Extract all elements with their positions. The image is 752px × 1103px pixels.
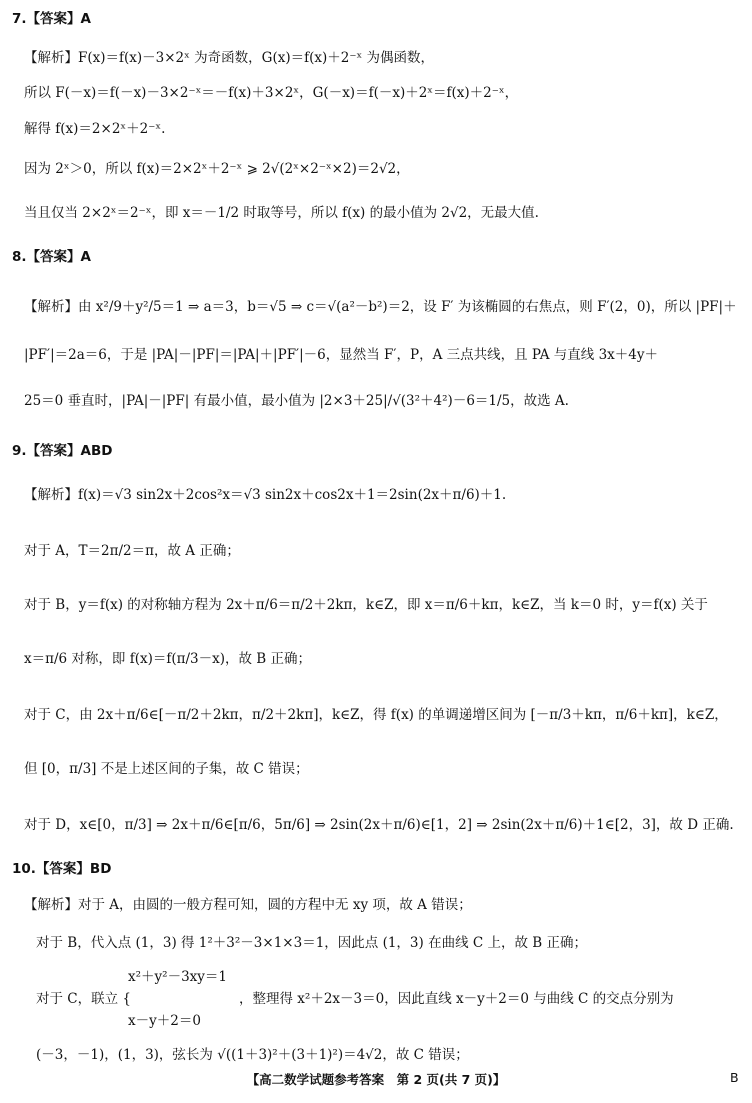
q10-l2-line: 对于 B，代入点 (1，3) 得 1²＋3²－3×1×3＝1，因此点 (1，3) 在曲线 C 上，故 B 正确； [36, 935, 587, 951]
q7-l5-line: 当且仅当 2×2ˣ＝2⁻ˣ，即 x＝－1/2 时取等号，所以 f(x) 的最小值为 2√2，无最大值. [24, 205, 539, 221]
q9-l3-line: 对于 B，y＝f(x) 的对称轴方程为 2x＋π/6＝π/2＋2kπ，k∈Z，即 x＝π/6＋kπ，k∈Z，当 k＝0 时，y＝f(x) 关于 [24, 597, 708, 613]
q9-l6-line: 但 [0，π/3] 不是上述区间的子集，故 C 错误； [24, 761, 309, 777]
q7-l1-line: 【解析】F(x)＝f(x)－3×2ˣ 为奇函数，G(x)＝f(x)＋2⁻ˣ 为偶函数， [24, 50, 434, 66]
q9-l1-line: 【解析】f(x)＝√3 sin2x＋2cos²x＝√3 sin2x＋cos2x＋1＝2sin(2x＋π/6)＋1. [24, 487, 507, 503]
q9-l4-line: x＝π/6 对称，即 f(x)＝f(π/3－x)，故 B 正确； [24, 651, 312, 667]
q10-l3b-line: x－y＋2＝0 [128, 1013, 201, 1029]
version-mark: B [730, 1070, 739, 1085]
page-footer: 【高二数学试题参考答案 第 2 页(共 7 页)】 [246, 1072, 506, 1087]
q10-answer-line: 10.【答案】BD [12, 861, 112, 877]
q8-l1-line: 【解析】由 x²/9＋y²/5＝1 ⇒ a＝3，b＝√5 ⇒ c＝√(a²－b²)＝2，设 F′ 为该椭圆的右焦点，则 F′(2，0)，所以 |PF|＋ [24, 299, 737, 315]
q7-answer-line: 7.【答案】A [12, 11, 91, 27]
q9-l2-line: 对于 A，T＝2π/2＝π，故 A 正确； [24, 543, 240, 559]
q8-answer-line: 8.【答案】A [12, 249, 91, 265]
q8-l2-line: |PF′|＝2a＝6，于是 |PA|－|PF|＝|PA|＋|PF′|－6，显然当 F′，P，A 三点共线，且 PA 与直线 3x＋4y＋ [24, 347, 658, 363]
q10-l3-line: 对于 C，联立 { ，整理得 x²＋2x－3＝0，因此直线 x－y＋2＝0 与曲线 C 的交点分别为 [36, 991, 674, 1007]
q10-l1-line: 【解析】对于 A，由圆的一般方程可知，圆的方程中无 xy 项，故 A 错误； [24, 897, 472, 913]
q9-answer-line: 9.【答案】ABD [12, 443, 113, 459]
q7-l4-line: 因为 2ˣ＞0，所以 f(x)＝2×2ˣ＋2⁻ˣ ⩾ 2√(2ˣ×2⁻ˣ×2)＝2√2， [24, 161, 410, 177]
q9-l7-line: 对于 D，x∈[0，π/3] ⇒ 2x＋π/6∈[π/6，5π/6] ⇒ 2sin(2x＋π/6)∈[1，2] ⇒ 2sin(2x＋π/6)＋1∈[2，3]，故 D 正确. [24, 817, 734, 833]
q10-l3a-line: x²＋y²－3xy＝1 [128, 969, 227, 985]
q7-l3-line: 解得 f(x)＝2×2ˣ＋2⁻ˣ. [24, 121, 166, 137]
q9-l5-line: 对于 C，由 2x＋π/6∈[－π/2＋2kπ，π/2＋2kπ]，k∈Z，得 f(x) 的单调递增区间为 [－π/3＋kπ，π/6＋kπ]，k∈Z， [24, 707, 728, 723]
q8-l3-line: 25＝0 垂直时，|PA|－|PF| 有最小值，最小值为 |2×3＋25|/√(3²＋4²)－6＝1/5，故选 A. [24, 393, 569, 409]
q10-l4-line: (－3，－1)，(1，3)，弦长为 √((1＋3)²＋(3＋1)²)＝4√2，故 C 错误； [36, 1047, 469, 1063]
q7-l2-line: 所以 F(－x)＝f(－x)－3×2⁻ˣ＝－f(x)＋3×2ˣ，G(－x)＝f(－x)＋2ˣ＝f(x)＋2⁻ˣ， [24, 85, 519, 101]
